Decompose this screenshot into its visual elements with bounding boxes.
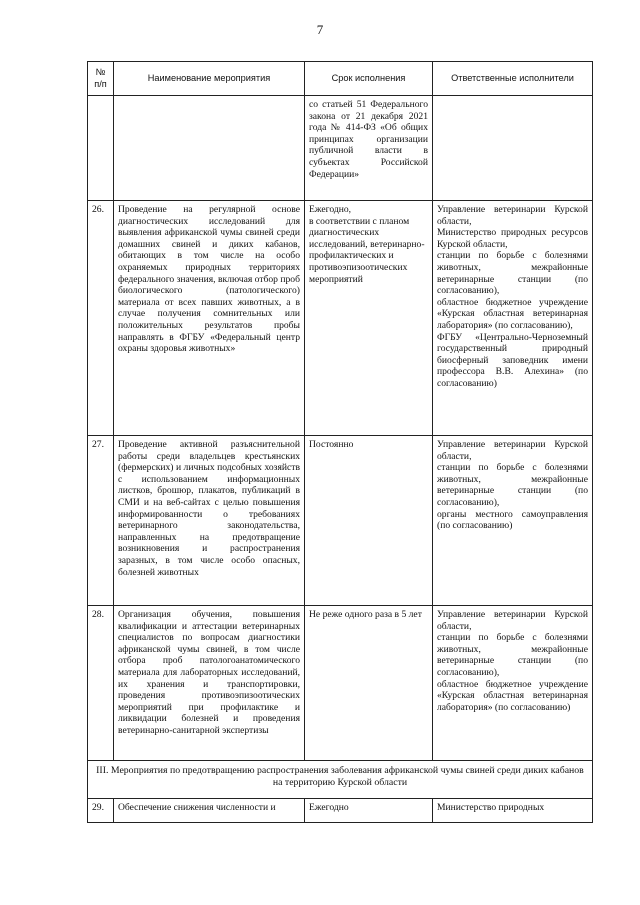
cell-measure-name: Проведение активной разъяснительной работы среди владельцев крестьянских (фермерских) и личных подсобных хозяйств с использованием информационных листков, брошюр, плакатов, публикаций в СМИ и на веб-сайтах с целью повышения информированности о требованиях ветеринарного законодательства, направленных на предотвращение возникновения и распространения заразных, в том числе особо опасных, болезней животных — [114, 436, 305, 606]
cell-measure-name — [114, 96, 305, 201]
section-title: III. Мероприятия по предотвращению распространения заболевания африканской чумы свиней среди диких кабанов на территорию Курской области — [88, 761, 593, 799]
cell-deadline: Ежегодно, в соответствии с планом диагностических исследований, ветеринарно-профилактических и противоэпизоотических мероприятий — [305, 201, 433, 436]
header-measure-name: Наименование мероприятия — [114, 62, 305, 96]
cell-deadline: Не реже одного раза в 5 лет — [305, 606, 433, 761]
cell-deadline: Ежегодно — [305, 799, 433, 823]
cell-measure-name: Организация обучения, повышения квалификации и аттестации ветеринарных специалистов по вопросам диагностики африканской чумы свиней, в том числе отбора проб патологоанатомического материала для лабораторных исследований, их хранения и транспортировки, проведения противоэпизоотических мероприятий при профилактике и ликвидации болезней и проведения ветеринарно-санитарной экспертизы — [114, 606, 305, 761]
cell-responsible — [433, 96, 593, 201]
table-row — [88, 799, 593, 823]
header-responsible: Ответственные исполнители — [433, 62, 593, 96]
table-row-continuation — [88, 96, 593, 201]
cell-number: 28. — [88, 606, 114, 761]
cell-responsible: Управление ветеринарии Курской области, станции по борьбе с болезнями животных, межрайонные ветеринарные станции (по согласованию), органы местного самоуправления (по согласованию) — [433, 436, 593, 606]
cell-number: 26. — [88, 201, 114, 436]
cell-deadline: Постоянно — [305, 436, 433, 606]
cell-responsible: Управление ветеринарии Курской области, станции по борьбе с болезнями животных, межрайонные ветеринарные станции (по согласованию), областное бюджетное учреждение «Курская областная ветеринарная лаборатория» (по согласованию) — [433, 606, 593, 761]
cell-measure-name: Проведение на регулярной основе диагностических исследований для выявления африканской чумы свиней среди домашних свиней и диких кабанов, обитающих в том числе на особо охраняемых природных территориях федерального значения, включая отбор проб биологического (патологического) материала от всех павших животных, а в случае получения сомнительных или положительных результатов пробы направлять в ФГБУ «Федеральный центр охраны здоровья животных» — [114, 201, 305, 436]
section-heading-row — [88, 761, 593, 799]
cell-number: 27. — [88, 436, 114, 606]
cell-measure-name: Обеспечение снижения численности и — [114, 799, 305, 823]
cell-responsible: Министерство природных — [433, 799, 593, 823]
table-header-row — [88, 62, 593, 96]
table-row — [88, 201, 593, 436]
measures-table — [87, 61, 593, 823]
table-row — [88, 436, 593, 606]
cell-deadline: со статьей 51 Федерального закона от 21 декабря 2021 года № 414-ФЗ «Об общих принципах организации публичной власти в субъектах Российской Федерации» — [305, 96, 433, 201]
cell-responsible: Управление ветеринарии Курской области, Министерство природных ресурсов Курской области, станции по борьбе с болезнями животных, межрайонные ветеринарные станции (по согласованию), областное бюджетное учреждение «Курская областная ветеринарная лаборатория» (по согласованию), ФГБУ «Центрально-Черноземный государственный природный биосферный заповедник имени профессора В.В. Алехина» (по согласованию) — [433, 201, 593, 436]
header-number: № п/п — [88, 62, 114, 96]
header-deadline: Срок исполнения — [305, 62, 433, 96]
page-number: 7 — [316, 22, 324, 37]
cell-number — [88, 96, 114, 201]
cell-number: 29. — [88, 799, 114, 823]
table-row — [88, 606, 593, 761]
